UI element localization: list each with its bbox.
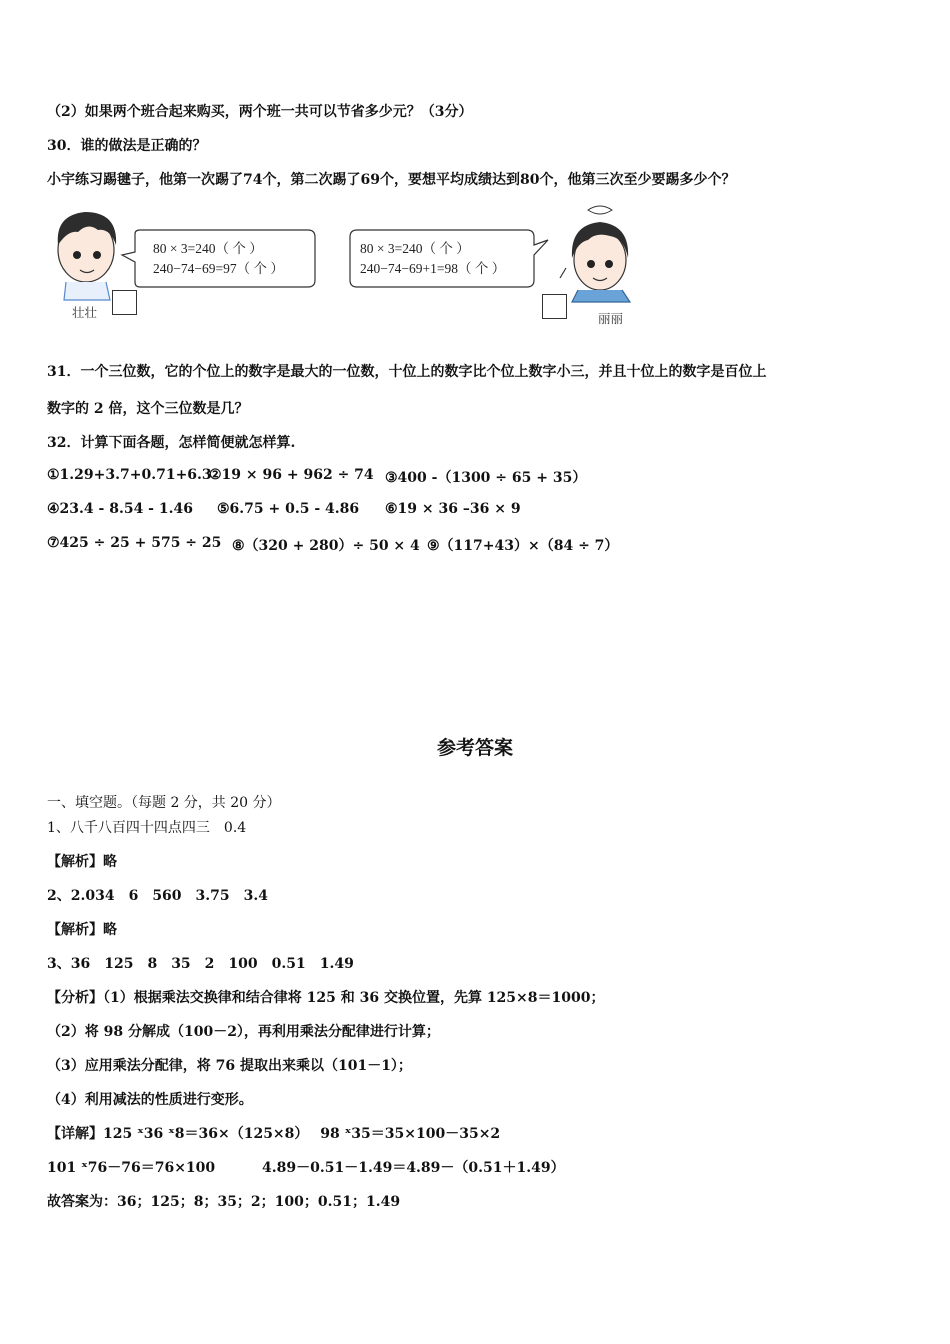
- q32-item: ⑥19 × 36 –36 × 9: [385, 501, 521, 517]
- answer-3-detail1: 【详解】125 ˣ36 ˣ8＝36×（125×8） 98 ˣ35＝35×100－35×2: [47, 1126, 501, 1142]
- answer-3-conclusion: 故答案为：36；125；8；35；2；100；0.51；1.49: [47, 1194, 401, 1210]
- left-bubble-line2: 240−74−69=97（ 个 ）: [153, 261, 284, 276]
- right-bubble-line1: 80 × 3=240（ 个 ）: [360, 241, 470, 256]
- q31-line1: 31．一个三位数，它的个位上的数字是最大的一位数，十位上的数字比个位上数字小三，并且十位上的数字是百位上: [47, 364, 767, 380]
- answer-3-analysis: 【分析】（1）根据乘法交换律和结合律将 125 和 36 交换位置，先算 125×8＝1000；: [47, 990, 605, 1006]
- answer-3-detail2: 101 ˣ76－76＝76×100 4.89－0.51－1.49＝4.89－（0.51＋1.49）: [47, 1160, 565, 1176]
- answer-3: 3、36 125 8 35 2 100 0.51 1.49: [47, 956, 354, 972]
- answer-1: 1、八千八百四十四点四三 0.4: [47, 820, 247, 836]
- girl-figure-icon: [560, 206, 630, 302]
- q32-item: ⑤6.75 + 0.5 - 4.86: [217, 501, 360, 517]
- left-answer-box[interactable]: [112, 290, 137, 315]
- q32-item: ⑦425 ÷ 25 + 575 ÷ 25: [47, 535, 222, 551]
- answers-heading: 参考答案: [436, 737, 513, 759]
- q32-item: ⑨（117+43）×（84 ÷ 7）: [427, 538, 619, 554]
- left-kid-name: 壮壮: [72, 305, 98, 320]
- boy-figure-icon: [58, 212, 116, 300]
- answer-3-step4: （4）利用减法的性质进行变形。: [47, 1092, 253, 1108]
- answer-2: 2、2.034 6 560 3.75 3.4: [47, 888, 268, 904]
- q30-body: 小宇练习踢毽子，他第一次踢了74个，第二次踢了69个，要想平均成绩达到80个，他第三次至少要踢多少个？: [47, 172, 736, 188]
- q31-line2: 数字的 2 倍，这个三位数是几？: [47, 401, 249, 417]
- q32-item: ④23.4 - 8.54 - 1.46: [47, 501, 193, 517]
- answer-2-analysis: 【解析】略: [47, 922, 117, 938]
- q32-title: 32．计算下面各题，怎样简便就怎样算.: [47, 435, 296, 451]
- answer-1-analysis: 【解析】略: [47, 854, 117, 870]
- q32-item: ②19 × 96 + 962 ÷ 74: [209, 467, 374, 483]
- q29-part2: （2）如果两个班合起来购买，两个班一共可以节省多少元？（3分）: [47, 104, 473, 120]
- answer-3-step2: （2）将 98 分解成（100－2），再利用乘法分配律进行计算；: [47, 1024, 440, 1040]
- right-kid-name: 丽丽: [598, 311, 624, 326]
- q32-item: ①1.29+3.7+0.71+6.3: [47, 467, 212, 483]
- right-answer-box[interactable]: [542, 294, 567, 319]
- left-bubble-line1: 80 × 3=240（ 个 ）: [153, 241, 263, 256]
- answers-section: 一、填空题。（每题 2 分，共 20 分）: [47, 795, 281, 811]
- q32-item: ⑧（320 + 280）÷ 50 × 4: [232, 538, 420, 554]
- right-bubble-line2: 240−74−69+1=98（ 个 ）: [360, 261, 506, 276]
- q30-title: 30．谁的做法是正确的？: [47, 138, 207, 154]
- answer-3-step3: （3）应用乘法分配律，将 76 提取出来乘以（101－1）；: [47, 1058, 412, 1074]
- q32-item: ③400 -（1300 ÷ 65 + 35）: [385, 470, 587, 486]
